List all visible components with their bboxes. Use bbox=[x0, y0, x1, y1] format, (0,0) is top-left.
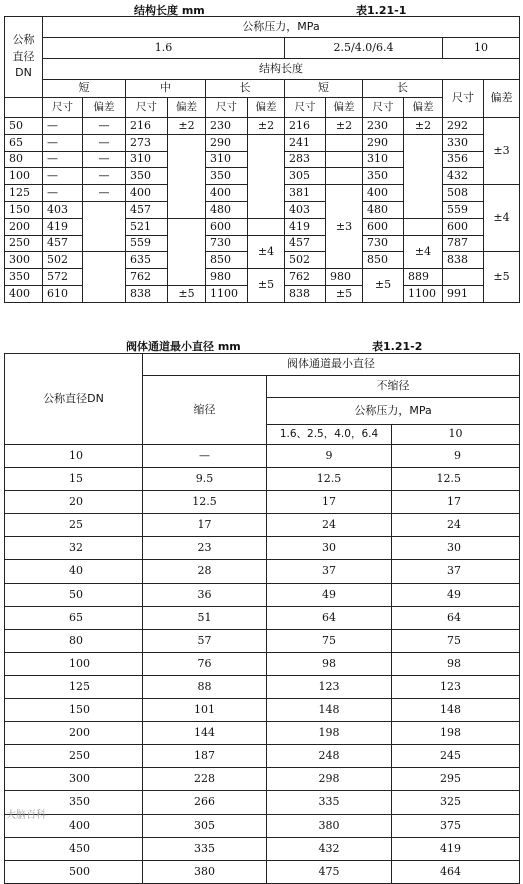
dn-cell: 50 bbox=[5, 118, 43, 135]
dn-cell: 80 bbox=[5, 629, 143, 652]
long-dev-cell: ±5 bbox=[363, 269, 404, 303]
size-10-cell: 889 bbox=[404, 269, 443, 286]
size-10-cell: 508 bbox=[443, 185, 484, 202]
not-reduced-low-cell: 123 bbox=[267, 675, 392, 698]
size-header: 尺寸 bbox=[443, 80, 484, 118]
dn-cell: 125 bbox=[5, 675, 143, 698]
short-dev-cell bbox=[326, 168, 363, 185]
min-bore-table bbox=[4, 353, 520, 884]
not-reduced-10-cell: 64 bbox=[392, 606, 520, 629]
dn-cell: 80 bbox=[5, 151, 43, 168]
dn-cell: 250 bbox=[5, 745, 143, 768]
short-size-cell: 381 bbox=[285, 185, 326, 202]
table-row bbox=[5, 814, 520, 837]
dn-cell: 100 bbox=[5, 168, 43, 185]
long-size-cell: 600 bbox=[206, 218, 248, 235]
long-size-cell: 730 bbox=[363, 235, 404, 252]
length-types-row bbox=[5, 80, 520, 98]
table-row bbox=[5, 514, 520, 537]
short-size-cell: — bbox=[43, 168, 83, 185]
table-row bbox=[5, 745, 520, 768]
size-10-cell: 559 bbox=[443, 201, 484, 218]
size-header: 尺寸 bbox=[285, 98, 326, 118]
reduced-cell: 36 bbox=[143, 583, 267, 606]
type-long: 长 bbox=[363, 80, 443, 98]
not-reduced-low-cell: 24 bbox=[267, 514, 392, 537]
not-reduced-header: 不缩径 bbox=[267, 376, 520, 398]
dn-cell: 65 bbox=[5, 606, 143, 629]
not-reduced-low-cell: 475 bbox=[267, 860, 392, 883]
short-dev-cell bbox=[83, 252, 126, 302]
short-dev-cell: ±3 bbox=[326, 185, 363, 269]
long-size-cell: 400 bbox=[206, 185, 248, 202]
watermark: 大脑百科 bbox=[6, 810, 46, 821]
table2-title: 阀体通道最小直径 mm bbox=[126, 340, 241, 353]
medium-size-cell: 310 bbox=[126, 151, 168, 168]
short-size-cell: 457 bbox=[43, 235, 83, 252]
short-size-cell: 403 bbox=[285, 201, 326, 218]
short-dev-cell: — bbox=[83, 134, 126, 151]
medium-size-cell: 521 bbox=[126, 218, 168, 235]
not-reduced-10-cell: 375 bbox=[392, 814, 520, 837]
reduced-cell: — bbox=[143, 445, 267, 468]
dev-10-cell: ±3 bbox=[484, 118, 520, 185]
table-row bbox=[5, 837, 520, 860]
not-reduced-10-cell: 12.5 bbox=[392, 468, 520, 491]
dn-cell: 400 bbox=[5, 285, 43, 302]
table-row bbox=[5, 722, 520, 745]
table-row bbox=[5, 629, 520, 652]
dn-cell: 200 bbox=[5, 218, 43, 235]
pressure-group-low: 1.6、2.5，4.0，6.4 bbox=[267, 425, 392, 445]
table-row bbox=[5, 768, 520, 791]
length-header: 结构长度 bbox=[43, 59, 520, 80]
dn-cell: 100 bbox=[5, 652, 143, 675]
table-row bbox=[5, 537, 520, 560]
long-dev-cell bbox=[404, 218, 443, 235]
size-header: 尺寸 bbox=[363, 98, 404, 118]
medium-dev-cell bbox=[168, 134, 206, 218]
dn-cell: 500 bbox=[5, 860, 143, 883]
reduced-cell: 187 bbox=[143, 745, 267, 768]
not-reduced-10-cell: 24 bbox=[392, 514, 520, 537]
table-row bbox=[5, 699, 520, 722]
dn-cell: 10 bbox=[5, 445, 143, 468]
short-size-cell: 283 bbox=[285, 151, 326, 168]
short-size-cell: 241 bbox=[285, 134, 326, 151]
deviation-header: 偏差 bbox=[484, 80, 520, 118]
short-size-cell: — bbox=[43, 134, 83, 151]
size-header: 尺寸 bbox=[206, 98, 248, 118]
not-reduced-low-cell: 298 bbox=[267, 768, 392, 791]
table1-title: 结构长度 mm bbox=[134, 4, 205, 17]
structure-length-table bbox=[4, 16, 520, 303]
not-reduced-10-cell: 37 bbox=[392, 560, 520, 583]
not-reduced-10-cell: 245 bbox=[392, 745, 520, 768]
long-dev-cell: ±4 bbox=[404, 235, 443, 269]
dn-header: 公称直径DN bbox=[5, 354, 143, 445]
table-row bbox=[5, 118, 520, 135]
dn-cell: 150 bbox=[5, 201, 43, 218]
size-10-cell: 600 bbox=[443, 218, 484, 235]
short-dev-cell: — bbox=[83, 185, 126, 202]
long-size-cell: 350 bbox=[206, 168, 248, 185]
reduced-cell: 305 bbox=[143, 814, 267, 837]
reduced-cell: 88 bbox=[143, 675, 267, 698]
long-size-cell: 480 bbox=[206, 201, 248, 218]
table1-number: 表1.21-1 bbox=[356, 4, 407, 17]
not-reduced-low-cell: 148 bbox=[267, 699, 392, 722]
deviation-header: 偏差 bbox=[326, 98, 363, 118]
table-row bbox=[5, 791, 520, 814]
long-size-cell: 290 bbox=[206, 134, 248, 151]
short-dev-cell: — bbox=[83, 151, 126, 168]
medium-size-cell: 273 bbox=[126, 134, 168, 151]
short-size-cell: 403 bbox=[43, 201, 83, 218]
reduced-cell: 228 bbox=[143, 768, 267, 791]
pressure-group-10: 10 bbox=[443, 38, 520, 59]
deviation-header: 偏差 bbox=[248, 98, 285, 118]
not-reduced-low-cell: 380 bbox=[267, 814, 392, 837]
medium-dev-cell: ±2 bbox=[168, 118, 206, 135]
size-10-cell: 356 bbox=[443, 151, 484, 168]
subheader-row bbox=[5, 98, 520, 118]
not-reduced-10-cell: 98 bbox=[392, 652, 520, 675]
not-reduced-10-cell: 295 bbox=[392, 768, 520, 791]
reduced-cell: 101 bbox=[143, 699, 267, 722]
long-size-cell: 980 bbox=[326, 269, 363, 286]
not-reduced-10-cell: 464 bbox=[392, 860, 520, 883]
not-reduced-10-cell: 30 bbox=[392, 537, 520, 560]
dn-cell: 50 bbox=[5, 583, 143, 606]
not-reduced-low-cell: 9 bbox=[267, 445, 392, 468]
short-dev-cell bbox=[326, 151, 363, 168]
long-dev-cell bbox=[404, 134, 443, 218]
table-row bbox=[5, 675, 520, 698]
dn-cell: 200 bbox=[5, 722, 143, 745]
short-dev-cell bbox=[326, 134, 363, 151]
not-reduced-10-cell: 123 bbox=[392, 675, 520, 698]
dn-cell: 32 bbox=[5, 537, 143, 560]
dn-header: 公称直径DN bbox=[5, 17, 43, 98]
reduced-cell: 57 bbox=[143, 629, 267, 652]
long-size-cell: 480 bbox=[363, 201, 404, 218]
table-row bbox=[5, 606, 520, 629]
dn-cell: 300 bbox=[5, 252, 43, 269]
short-dev-cell bbox=[83, 201, 126, 251]
reduced-cell: 51 bbox=[143, 606, 267, 629]
short-size-cell: 572 bbox=[43, 269, 83, 286]
table-row bbox=[5, 218, 520, 235]
short-size-cell: — bbox=[43, 118, 83, 135]
not-reduced-10-cell: 17 bbox=[392, 491, 520, 514]
table-row bbox=[5, 860, 520, 883]
dn-cell: 400 bbox=[5, 814, 143, 837]
table-row bbox=[5, 583, 520, 606]
short-size-cell: 419 bbox=[43, 218, 83, 235]
short-size-cell: 305 bbox=[285, 168, 326, 185]
deviation-header: 偏差 bbox=[168, 98, 206, 118]
size-header: 尺寸 bbox=[126, 98, 168, 118]
medium-dev-cell: ±5 bbox=[168, 285, 206, 302]
table-row bbox=[5, 269, 520, 286]
not-reduced-10-cell: 148 bbox=[392, 699, 520, 722]
long-size-cell: 230 bbox=[363, 118, 404, 135]
pressure-header: 公称压力，MPa bbox=[267, 398, 520, 425]
dn-cell: 300 bbox=[5, 768, 143, 791]
long-size-cell: 310 bbox=[363, 151, 404, 168]
reduced-cell: 28 bbox=[143, 560, 267, 583]
size-10-cell: 292 bbox=[443, 118, 484, 135]
table-row bbox=[5, 235, 520, 252]
dn-cell: 150 bbox=[5, 699, 143, 722]
dn-cell: 25 bbox=[5, 514, 143, 537]
not-reduced-low-cell: 30 bbox=[267, 537, 392, 560]
short-size-cell: 502 bbox=[285, 252, 326, 269]
dn-cell: 350 bbox=[5, 269, 43, 286]
long-dev-cell: ±2 bbox=[248, 118, 285, 135]
dn-blank bbox=[5, 98, 43, 118]
pressure-group-10: 10 bbox=[392, 425, 520, 445]
short-size-cell: — bbox=[43, 151, 83, 168]
reduced-header: 缩径 bbox=[143, 376, 267, 445]
long-size-cell: 980 bbox=[206, 269, 248, 286]
table2-number: 表1.21-2 bbox=[372, 340, 423, 353]
not-reduced-low-cell: 12.5 bbox=[267, 468, 392, 491]
reduced-cell: 23 bbox=[143, 537, 267, 560]
short-size-cell: 762 bbox=[285, 269, 326, 286]
medium-size-cell: 635 bbox=[126, 252, 168, 269]
medium-dev-cell bbox=[168, 218, 206, 285]
table-row bbox=[5, 468, 520, 491]
long-size-cell: 290 bbox=[363, 134, 404, 151]
reduced-cell: 9.5 bbox=[143, 468, 267, 491]
not-reduced-low-cell: 198 bbox=[267, 722, 392, 745]
dn-cell: 15 bbox=[5, 468, 143, 491]
not-reduced-low-cell: 335 bbox=[267, 791, 392, 814]
dn-cell: 250 bbox=[5, 235, 43, 252]
type-short: 短 bbox=[43, 80, 126, 98]
long-dev-cell: ±5 bbox=[248, 269, 285, 303]
dn-cell: 65 bbox=[5, 134, 43, 151]
long-dev-cell bbox=[248, 134, 285, 218]
table2-caption bbox=[0, 338, 523, 352]
medium-size-cell: 350 bbox=[126, 168, 168, 185]
medium-size-cell: 838 bbox=[126, 285, 168, 302]
dev-10-cell: ±4 bbox=[484, 185, 520, 252]
reduced-cell: 17 bbox=[143, 514, 267, 537]
medium-size-cell: 457 bbox=[126, 201, 168, 218]
size-10-cell: 787 bbox=[443, 235, 484, 252]
min-bore-header: 阀体通道最小直径 bbox=[143, 354, 520, 376]
deviation-header: 偏差 bbox=[83, 98, 126, 118]
short-size-cell: — bbox=[43, 185, 83, 202]
table-row bbox=[5, 134, 520, 151]
long-dev-cell: ±4 bbox=[248, 235, 285, 269]
type-short: 短 bbox=[285, 80, 363, 98]
min-bore-rows bbox=[5, 445, 520, 884]
type-long: 长 bbox=[206, 80, 285, 98]
not-reduced-low-cell: 75 bbox=[267, 629, 392, 652]
not-reduced-10-cell: 419 bbox=[392, 837, 520, 860]
long-size-cell: 1100 bbox=[404, 285, 443, 302]
long-dev-cell bbox=[248, 218, 285, 235]
long-size-cell: 850 bbox=[363, 252, 404, 269]
dn-cell: 350 bbox=[5, 791, 143, 814]
reduced-cell: 144 bbox=[143, 722, 267, 745]
dn-cell: 450 bbox=[5, 837, 143, 860]
medium-size-cell: 216 bbox=[126, 118, 168, 135]
table-row bbox=[5, 445, 520, 468]
long-size-cell: 350 bbox=[363, 168, 404, 185]
table1-caption bbox=[0, 2, 523, 16]
long-size-cell: 850 bbox=[206, 252, 248, 269]
reduced-cell: 76 bbox=[143, 652, 267, 675]
long-size-cell: 230 bbox=[206, 118, 248, 135]
short-dev-cell: — bbox=[83, 168, 126, 185]
reduced-cell: 335 bbox=[143, 837, 267, 860]
long-size-cell: 1100 bbox=[206, 285, 248, 302]
table-row bbox=[5, 560, 520, 583]
table-row bbox=[5, 491, 520, 514]
long-size-cell: 600 bbox=[363, 218, 404, 235]
not-reduced-low-cell: 17 bbox=[267, 491, 392, 514]
not-reduced-low-cell: 98 bbox=[267, 652, 392, 675]
reduced-cell: 380 bbox=[143, 860, 267, 883]
dev-10-cell: ±5 bbox=[484, 252, 520, 302]
short-dev-cell: ±5 bbox=[326, 285, 363, 302]
short-size-cell: 419 bbox=[285, 218, 326, 235]
not-reduced-low-cell: 64 bbox=[267, 606, 392, 629]
size-10-cell: 838 bbox=[443, 252, 484, 269]
short-dev-cell: ±2 bbox=[326, 118, 363, 135]
short-size-cell: 838 bbox=[285, 285, 326, 302]
size-10-cell: 991 bbox=[443, 285, 484, 302]
long-size-cell: 310 bbox=[206, 151, 248, 168]
pressure-header: 公称压力，MPa bbox=[43, 17, 520, 38]
dn-cell: 40 bbox=[5, 560, 143, 583]
not-reduced-10-cell: 75 bbox=[392, 629, 520, 652]
not-reduced-10-cell: 49 bbox=[392, 583, 520, 606]
not-reduced-low-cell: 37 bbox=[267, 560, 392, 583]
not-reduced-low-cell: 49 bbox=[267, 583, 392, 606]
structure-length-rows bbox=[5, 118, 520, 303]
short-dev-cell: — bbox=[83, 118, 126, 135]
short-size-cell: 502 bbox=[43, 252, 83, 269]
pressure-group-2-5-4-0-6-4: 2.5/4.0/6.4 bbox=[285, 38, 443, 59]
type-medium: 中 bbox=[126, 80, 206, 98]
pressure-group-1-6: 1.6 bbox=[43, 38, 285, 59]
short-size-cell: 457 bbox=[285, 235, 326, 252]
short-size-cell: 216 bbox=[285, 118, 326, 135]
long-size-cell: 400 bbox=[363, 185, 404, 202]
deviation-header: 偏差 bbox=[404, 98, 443, 118]
medium-size-cell: 762 bbox=[126, 269, 168, 286]
size-10-cell: 432 bbox=[443, 168, 484, 185]
medium-size-cell: 559 bbox=[126, 235, 168, 252]
not-reduced-10-cell: 325 bbox=[392, 791, 520, 814]
not-reduced-10-cell: 9 bbox=[392, 445, 520, 468]
dn-cell: 20 bbox=[5, 491, 143, 514]
not-reduced-low-cell: 432 bbox=[267, 837, 392, 860]
long-size-cell: 730 bbox=[206, 235, 248, 252]
size-header: 尺寸 bbox=[43, 98, 83, 118]
size-10-cell: 330 bbox=[443, 134, 484, 151]
reduced-cell: 12.5 bbox=[143, 491, 267, 514]
reduced-cell: 266 bbox=[143, 791, 267, 814]
dn-cell: 125 bbox=[5, 185, 43, 202]
medium-size-cell: 400 bbox=[126, 185, 168, 202]
long-dev-cell: ±2 bbox=[404, 118, 443, 135]
not-reduced-10-cell: 198 bbox=[392, 722, 520, 745]
table-row bbox=[5, 652, 520, 675]
short-size-cell: 610 bbox=[43, 285, 83, 302]
not-reduced-low-cell: 248 bbox=[267, 745, 392, 768]
